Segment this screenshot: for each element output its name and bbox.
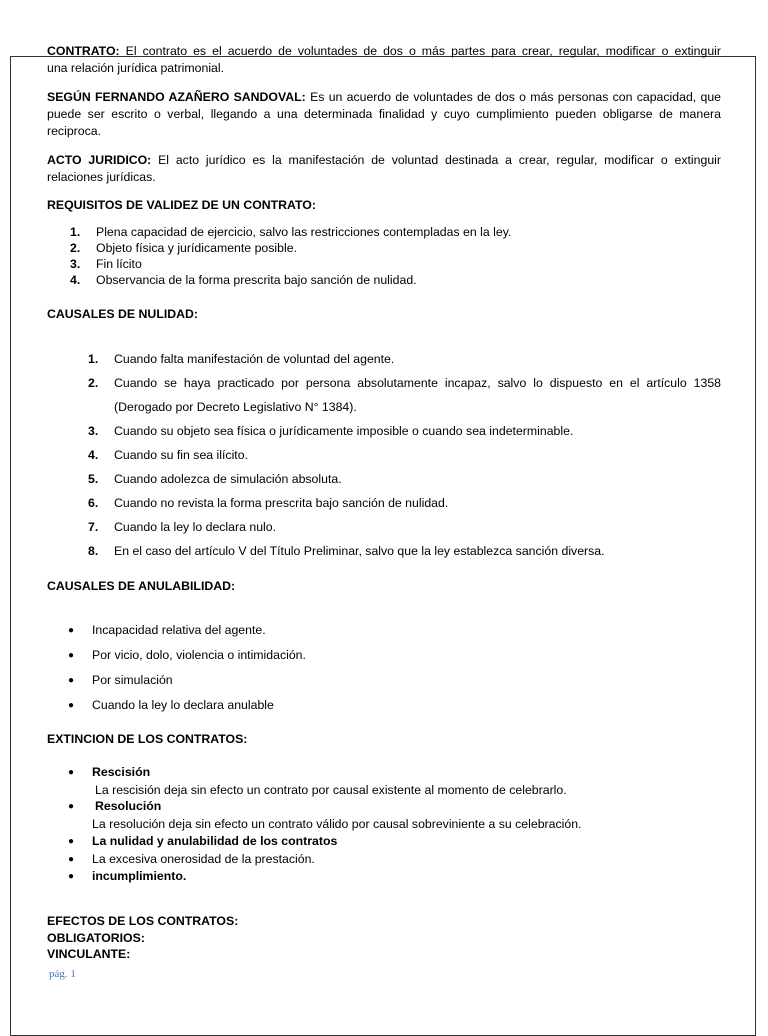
efectos-vinculante: VINCULANTE: bbox=[47, 947, 131, 961]
list-item: 3. Cuando su objeto sea física o jurídicamente imposible o cuando sea indeterminable. bbox=[88, 424, 574, 438]
list-item: ● Incapacidad relativa del agente. bbox=[68, 618, 742, 643]
efectos-section bbox=[47, 913, 721, 963]
segun-paragraph bbox=[47, 89, 721, 140]
bullet-icon: ● bbox=[68, 853, 75, 865]
list-item: 8. En el caso del artículo V del Título Preliminar, salvo que la ley establezca sanción diversa. bbox=[88, 544, 605, 558]
list-item: 2. Cuando se haya practicado por persona absolutamente incapaz, salvo lo dispuesto en el artículo 1358 bbox=[88, 376, 721, 390]
bullet-icon: ● bbox=[68, 650, 75, 661]
anulabilidad-heading: CAUSALES DE ANULABILIDAD: bbox=[47, 579, 236, 593]
bullet-icon: ● bbox=[68, 767, 75, 778]
list-item-detail: La rescisión deja sin efecto un contrato por causal existente al momento de celebrarlo. bbox=[95, 782, 567, 797]
extincion-list bbox=[68, 764, 742, 886]
bullet-icon: ● bbox=[68, 675, 75, 686]
requisitos-heading: REQUISITOS DE VALIDEZ DE UN CONTRATO: bbox=[47, 198, 316, 212]
list-item: ● Rescisión bbox=[68, 764, 742, 782]
list-item: 5. Cuando adolezca de simulación absoluta. bbox=[88, 472, 342, 486]
contrato-text-2: una relación jurídica patrimonial. bbox=[47, 61, 225, 75]
contrato-label: CONTRATO: bbox=[47, 44, 120, 58]
list-item: ● Resolución bbox=[68, 798, 742, 816]
list-item: ● Por vicio, dolo, violencia o intimidación. bbox=[68, 643, 742, 668]
extincion-heading: EXTINCION DE LOS CONTRATOS: bbox=[47, 732, 248, 746]
requisitos-list bbox=[70, 224, 744, 288]
list-item: ● La excesiva onerosidad de la prestación. bbox=[68, 851, 742, 869]
segun-text-3: reciproca. bbox=[47, 124, 101, 138]
bullet-icon: ● bbox=[68, 835, 75, 847]
list-item: 1. Plena capacidad de ejercicio, salvo las restricciones contempladas en la ley. bbox=[70, 225, 512, 239]
segun-text-2: puede ser escrito o verbal, llegando a una determinada finalidad y cuyo cumplimiento pueden obligarse de manera bbox=[47, 107, 721, 121]
list-item: 6. Cuando no revista la forma prescrita bajo sanción de nulidad. bbox=[88, 496, 449, 510]
efectos-heading: EFECTOS DE LOS CONTRATOS: bbox=[47, 914, 239, 928]
list-item: ● Cuando la ley lo declara anulable bbox=[68, 693, 742, 718]
nulidad-heading: CAUSALES DE NULIDAD: bbox=[47, 307, 198, 321]
list-item: 4. Cuando su fin sea ilícito. bbox=[88, 448, 248, 462]
list-item: 4. Observancia de la forma prescrita bajo sanción de nulidad. bbox=[70, 273, 417, 287]
bullet-icon: ● bbox=[68, 871, 75, 883]
nulidad-list bbox=[88, 347, 721, 563]
bullet-icon: ● bbox=[68, 700, 75, 711]
list-item: 2. Objeto física y jurídicamente posible. bbox=[70, 241, 297, 255]
acto-text-1: El acto jurídico es la manifestación de voluntad destinada a crear, regular, modificar o extinguir bbox=[158, 153, 721, 167]
list-item: ● La nulidad y anulabilidad de los contratos bbox=[68, 833, 742, 851]
list-item-detail: La resolución deja sin efecto un contrato válido por causal sobreviniente a su celebración. bbox=[92, 817, 582, 832]
bullet-icon: ● bbox=[68, 801, 75, 813]
list-item-continuation: (Derogado por Decreto Legislativo N° 1384). bbox=[114, 400, 357, 414]
bullet-icon: ● bbox=[68, 625, 75, 636]
list-item: 1. Cuando falta manifestación de voluntad del agente. bbox=[88, 352, 395, 366]
segun-text-1: Es un acuerdo de voluntades de dos o más personas con capacidad, que bbox=[310, 90, 722, 104]
page-number: pág. 1 bbox=[49, 968, 76, 980]
list-item: 3. Fin lícito bbox=[70, 257, 142, 271]
list-item: 7. Cuando la ley lo declara nulo. bbox=[88, 520, 277, 534]
segun-label: SEGÚN FERNANDO AZAÑERO SANDOVAL: bbox=[47, 90, 306, 104]
acto-text-2: relaciones jurídicas. bbox=[47, 170, 156, 184]
contrato-paragraph bbox=[47, 43, 721, 77]
anulabilidad-list bbox=[68, 618, 742, 718]
contrato-text-1: El contrato es el acuerdo de voluntades de dos o más partes para crear, regular, modificar o extinguir bbox=[125, 44, 721, 58]
list-item: ● incumplimiento. bbox=[68, 868, 742, 886]
list-item: ● Por simulación bbox=[68, 668, 742, 693]
acto-label: ACTO JURIDICO: bbox=[47, 153, 152, 167]
efectos-obligatorios: OBLIGATORIOS: bbox=[47, 930, 145, 945]
acto-paragraph bbox=[47, 152, 721, 186]
